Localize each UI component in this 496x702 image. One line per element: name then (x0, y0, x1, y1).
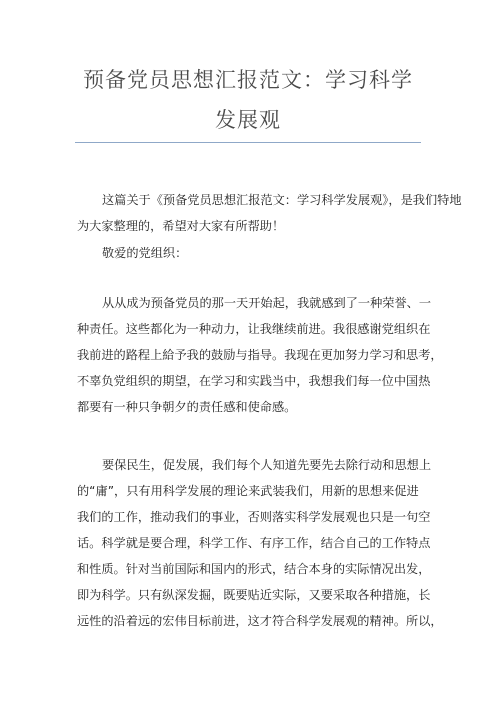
paragraph-2-line-5: 和性质。针对当前国际和国内的形式，结合本身的实际情况出发， (77, 562, 431, 576)
paragraph-2-line-7: 远性的沿着远的宏伟目标前进，这才符合科学发展观的精神。所以， (77, 614, 443, 628)
paragraph-2-line-4: 话。科学就是要合理，科学工作、有序工作，结合自己的工作特点 (77, 536, 431, 550)
title-divider (75, 142, 421, 143)
paragraph-2-line-6: 即为科学。只有纵深发掘，既要贴近实际，又要采取各种措施，长 (77, 588, 431, 602)
paragraph-1-line-3: 我前进的路程上給予我的鼓励与指导。我现在更加努力学习和思考， (77, 348, 443, 362)
paragraph-2-line-2: 的“庸”，只有用科学发展的理论来武装我们，用新的思想来促进 (77, 484, 419, 498)
paragraph-1-line-2: 种责任。这些都化为一种动力，让我继续前进。我很感谢党组织在 (77, 322, 431, 336)
paragraph-2-line-3: 我们的工作，推动我们的事业，否则落实科学发展观也只是一句空 (77, 510, 431, 524)
paragraph-2-line-1: 要保民生，促发展，我们每个人知道先要先去除行动和思想上 (102, 458, 432, 472)
salutation: 敬爱的党组织： (102, 246, 188, 260)
page-title-line-2: 发展观 (215, 108, 281, 132)
intro-line-1: 这篇关于《预备党员思想汇报范文：学习科学发展观》，是我们特地 (102, 193, 462, 207)
paragraph-1-line-1: 从从成为预备党员的那一天开始起，我就感到了一种荣誉、一 (102, 296, 432, 310)
paragraph-1-line-4: 不辜负党组织的期望，在学习和实践当中，我想我们每一位中国热 (77, 374, 431, 388)
paragraph-1-line-5: 都要有一种只争朝夕的责任感和使命感。 (77, 400, 297, 414)
intro-line-2: 为大家整理的，希望对大家有所帮助！ (77, 219, 285, 233)
page-title-line-1: 预备党员思想汇报范文：学习科学 (83, 68, 413, 92)
